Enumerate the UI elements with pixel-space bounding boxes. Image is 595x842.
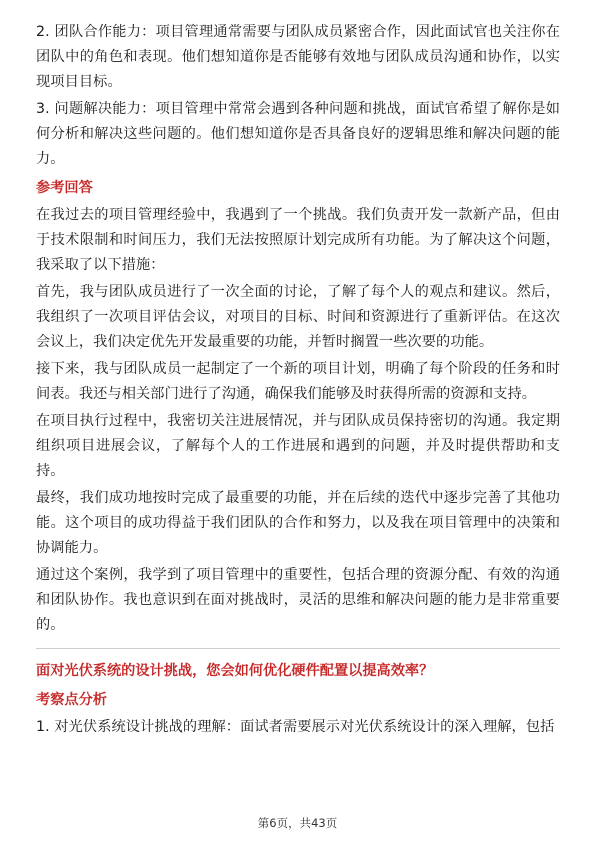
section-divider: [36, 648, 560, 649]
analysis-paragraph: 1. 对光伏系统设计挑战的理解：面试者需要展示对光伏系统设计的深入理解，包括: [36, 719, 555, 735]
answer-paragraph: 接下来，我与团队成员一起制定了一个新的项目计划，明确了每个阶段的任务和时间表。我还与相关部门进行了沟通，确保我们能够及时获得所需的资源和支持。: [36, 361, 560, 402]
page-footer: 第6页，共43页: [257, 816, 338, 830]
answer-paragraph: 通过这个案例，我学到了项目管理中的重要性，包括合理的资源分配、有效的沟通和团队协作。我也意识到在面对挑战时，灵活的思维和解决问题的能力是非常重要的。: [36, 567, 560, 633]
answer-paragraph: 最终，我们成功地按时完成了最重要的功能，并在后续的迭代中逐步完善了其他功能。这个项目的成功得益于我们团队的合作和努力，以及我在项目管理中的决策和协调能力。: [36, 490, 560, 556]
answer-paragraph: 在我过去的项目管理经验中，我遇到了一个挑战。我们负责开发一款新产品，但由于技术限制和时间压力，我们无法按照原计划完成所有功能。为了解决这个问题，我采取了以下措施：: [36, 207, 560, 273]
answer-heading: 参考回答: [36, 180, 93, 196]
analysis-heading: 考察点分析: [36, 692, 107, 708]
answer-paragraph: 首先，我与团队成员进行了一次全面的讨论，了解了每个人的观点和建议。然后，我组织了一次项目评估会议，对项目的目标、时间和资源进行了重新评估。在这次会议上，我们决定优先开发最重要的功能，并暂时搁置一些次要的功能。: [36, 284, 560, 350]
page-content: [36, 20, 560, 742]
paragraph-teamwork: 2. 团队合作能力：项目管理通常需要与团队成员紧密合作，因此面试官也关注你在团队中的角色和表现。他们想知道你是否能够有效地与团队成员沟通和协作，以实现项目目标。: [36, 24, 560, 90]
answer-paragraph: 在项目执行过程中，我密切关注进展情况，并与团队成员保持密切的沟通。我定期组织项目进展会议，了解每个人的工作进展和遇到的问题，并及时提供帮助和支持。: [36, 413, 560, 479]
question-heading: 面对光伏系统的设计挑战，您会如何优化硬件配置以提高效率？: [36, 663, 434, 679]
paragraph-problem-solving: 3. 问题解决能力：项目管理中常常会遇到各种问题和挑战，面试官希望了解你是如何分析和解决这些问题的。他们想知道你是否具备良好的逻辑思维和解决问题的能力。: [36, 101, 560, 167]
